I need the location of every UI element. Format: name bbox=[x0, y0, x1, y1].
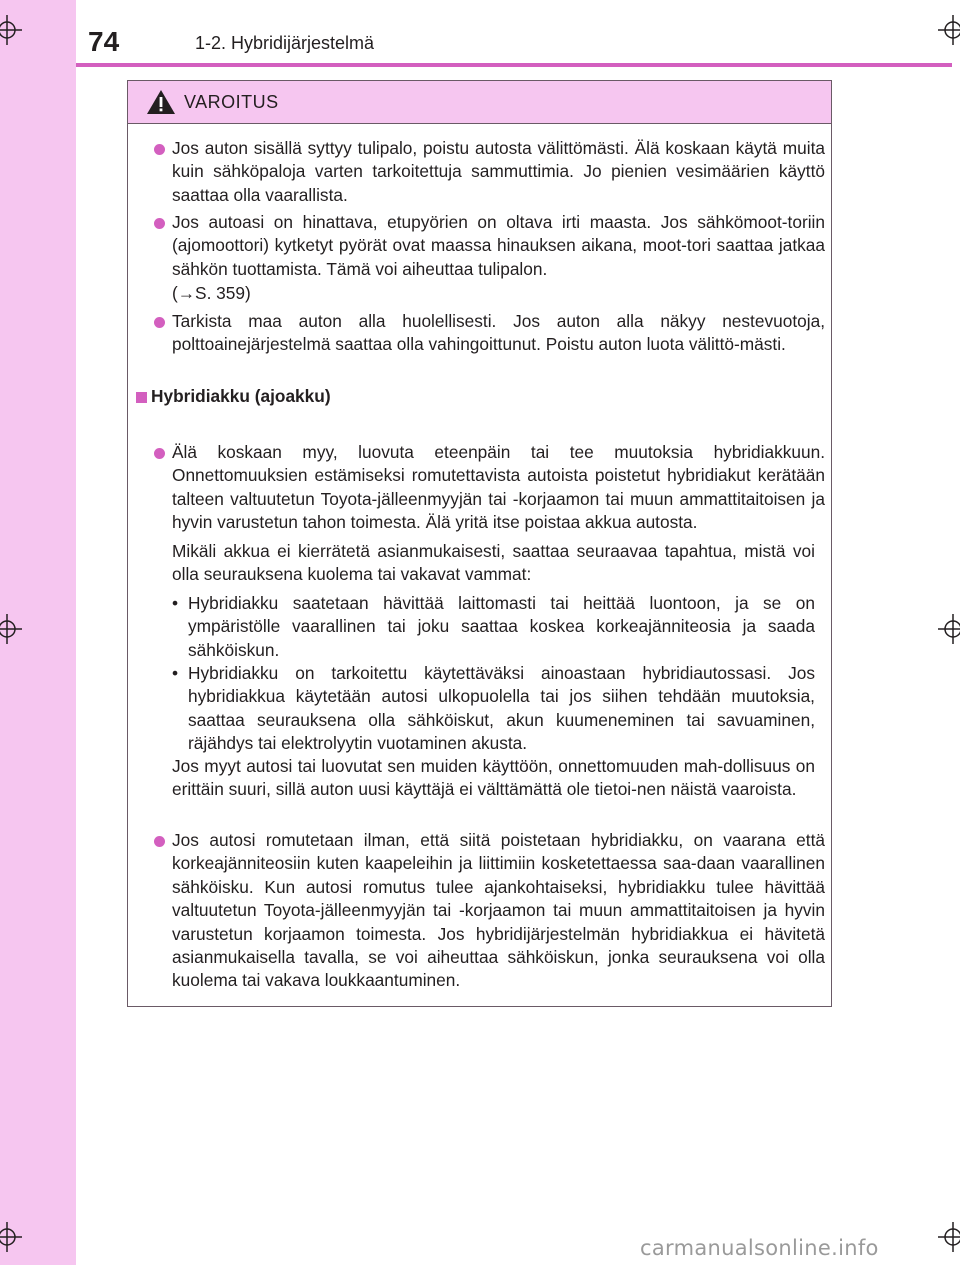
bullet-icon bbox=[154, 317, 165, 328]
dot-marker: • bbox=[172, 593, 179, 613]
dot-marker: • bbox=[172, 663, 179, 683]
page-number: 74 bbox=[88, 26, 120, 57]
warning-item-2: Jos autoasi on hinattava, etupyörien on oltava irti maasta. Jos sähkömoot-toriin (ajomoottori) kytketyt pyörät ovat maassa hinauksen aikana, moot-tori saattaa jatkaa sähkön tuottamista. Tämä voi aiheuttaa tulipalon. bbox=[172, 212, 825, 279]
watermark-text: carmanualsonline.info bbox=[640, 1236, 879, 1260]
battery-item-1: Älä koskaan myy, luovuta eteenpäin tai tee muutoksia hybridiakkuun. Onnettomuuksien estämiseksi romutettavista autoista poistetut hybridiakut kerätään talteen valtuutetun Toyota-jälleenmyyjän tai -korjaamon tai muun ammattitaitoisen ja hyvin varustetun tahon toimesta. Älä yritä itse poistaa akkua autosta. bbox=[172, 442, 825, 533]
warning-item-3: Tarkista maa auton alla huolellisesti. Jos auton alla näkyy nestevuotoja, polttoainejärjestelmä saattaa olla vahingoittunut. Poistu auton luota välittö-mästi. bbox=[172, 311, 825, 355]
warning-triangle-icon bbox=[145, 88, 177, 116]
warning-header bbox=[128, 81, 831, 124]
warning-label: VAROITUS bbox=[184, 92, 279, 112]
warning-item-1: Jos auton sisällä syttyy tulipalo, poistu autosta välittömästi. Älä koskaan käytä muita kuin sähköpaloja varten tarkoitettuja sammuttimia. Jo pienien vesimäärien käyttö saattaa olla vaarallista. bbox=[172, 138, 825, 205]
registration-mark-icon bbox=[0, 15, 22, 45]
bullet-icon bbox=[154, 218, 165, 229]
registration-mark-icon bbox=[938, 614, 960, 644]
battery-paragraph-2: Jos myyt autosi tai luovutat sen muiden käyttöön, onnettomuuden mah-dollisuus on erittäin suuri, sillä auton uusi käyttäjä ei välttämättä ole tietoi-nen näistä vaaroista. bbox=[172, 756, 815, 800]
dot-item-1: Hybridiakku saatetaan hävittää laittomasti tai heittää luontoon, ja se on ympäristölle vaarallinen tai joku saattaa koskea korkeajänniteosia ja saada sähköiskun. bbox=[188, 593, 815, 660]
registration-mark-icon bbox=[938, 1222, 960, 1252]
dot-item-2: Hybridiakku on tarkoitettu käytettäväksi ainoastaan hybridiautossasi. Jos hybridiakkua käytetään autosi ulkopuolella tai jos siihen tehdään muutoksia, saattaa seurauksena olla sähköiskut, akun kuumeneminen tai savuaminen, räjähdys tai elektrolyytin vuotaminen akusta. bbox=[188, 663, 815, 754]
battery-item-2: Jos autosi romutetaan ilman, että siitä poistetaan hybridiakku, on vaarana että korkeajänniteosiin kuten kaapeleihin ja liittimiin kosketettaessa saa-daan vaarallinen sähköisku. Kun autosi romutus tulee ajankohtaiseksi, hybridiakku tulee hävittää valtuutetun Toyota-jälleenmyyjän tai -korjaamon tai muun ammattitaitoisen ja hyvin varustetun korjaamon toimesta. Jos hybridijärjestelmän hybridiakkua ei hävitetä asianmukaisella tavalla, se voi aiheuttaa sähköiskun, jonka seurauksena voi olla kuolema tai vakava loukkaantuminen. bbox=[172, 830, 825, 991]
registration-mark-icon bbox=[0, 1222, 22, 1252]
bullet-icon bbox=[154, 144, 165, 155]
page-reference: (→S. 359) bbox=[172, 283, 251, 303]
bullet-icon bbox=[154, 448, 165, 459]
section-title: 1-2. Hybridijärjestelmä bbox=[195, 33, 375, 53]
subsection-title: Hybridiakku (ajoakku) bbox=[151, 386, 331, 406]
registration-mark-icon bbox=[0, 614, 22, 644]
battery-paragraph: Mikäli akkua ei kierrätetä asianmukaisesti, saattaa seuraavaa tapahtua, mistä voi olla seurauksena kuolema tai vakavat vammat: bbox=[172, 541, 815, 585]
section-square-icon bbox=[136, 392, 147, 403]
registration-mark-icon bbox=[938, 15, 960, 45]
header-rule bbox=[76, 63, 952, 67]
bullet-icon bbox=[154, 836, 165, 847]
